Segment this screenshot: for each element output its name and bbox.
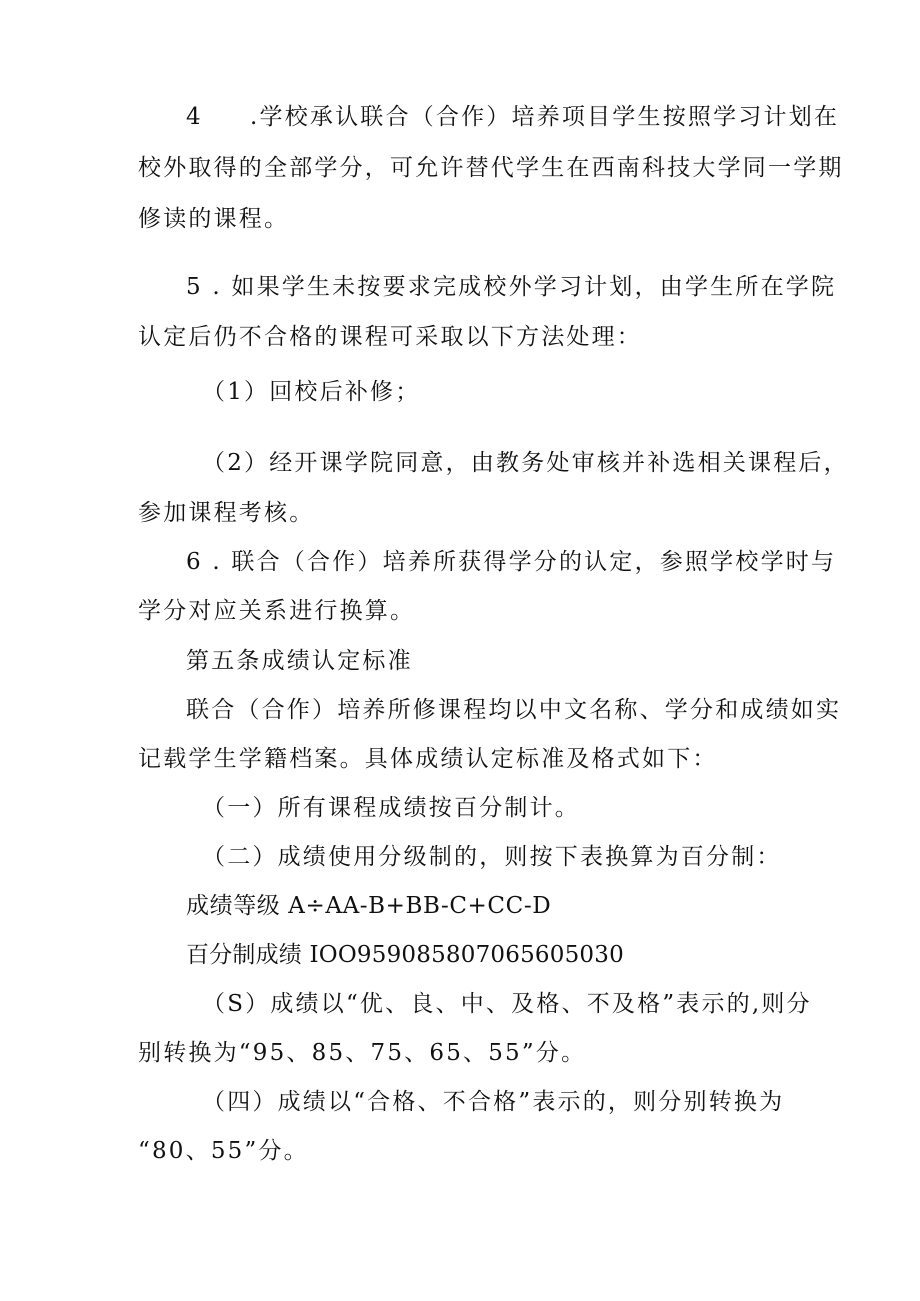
grade-row: 成绩等级 A÷AA-B+BB-C+CC-D	[186, 893, 552, 919]
item-6-line-1: 6 . 联合（合作）培养所获得学分的认定，参照学校学时与	[186, 549, 837, 575]
rule-1: （一）所有课程成绩按百分制计。	[202, 795, 580, 821]
item-5-line-2: 认定后仍不合格的课程可采取以下方法处理：	[138, 324, 642, 350]
item-6-line-2: 学分对应关系进行换算。	[138, 598, 416, 624]
item-5-sub-2-line-1: （2）经开课学院同意，由教务处审核并补选相关课程后，	[202, 450, 849, 476]
item-5-line-1: 5 . 如果学生未按要求完成校外学习计划，由学生所在学院	[186, 274, 837, 300]
item-4-line-1	[186, 102, 839, 132]
rule-4-line-2: “80、55”分。	[138, 1138, 309, 1164]
score-row: 百分制成绩 IOO959085807065605030	[186, 942, 624, 968]
item-4-line-3: 修读的课程。	[138, 206, 290, 232]
article-5-intro-line-2: 记载学生学籍档案。具体成绩认定标准及格式如下：	[138, 746, 718, 772]
rule-2: （二）成绩使用分级制的，则按下表换算为百分制：	[202, 844, 782, 870]
item-4-line-2: 校外取得的全部学分，可允许替代学生在西南科技大学同一学期	[138, 155, 844, 181]
rule-4-line-1: （四）成绩以“合格、不合格”表示的，则分别转换为	[202, 1089, 785, 1115]
item-4-text: .学校承认联合（合作）培养项目学生按照学习计划在	[250, 104, 840, 130]
item-5-sub-1: （1）回校后补修；	[202, 379, 421, 405]
item-4-number: 4	[186, 104, 203, 130]
rule-3-line-1: （S）成绩以“优、良、中、及格、不及格”表示的,则分	[202, 991, 812, 1017]
rule-3-line-2: 别转换为“95、85、75、65、55”分。	[138, 1040, 587, 1066]
item-5-sub-2-line-2: 参加课程考核。	[138, 500, 315, 526]
article-5-intro-line-1: 联合（合作）培养所修课程均以中文名称、学分和成绩如实	[186, 697, 842, 723]
article-5-heading: 第五条成绩认定标准	[186, 648, 413, 674]
